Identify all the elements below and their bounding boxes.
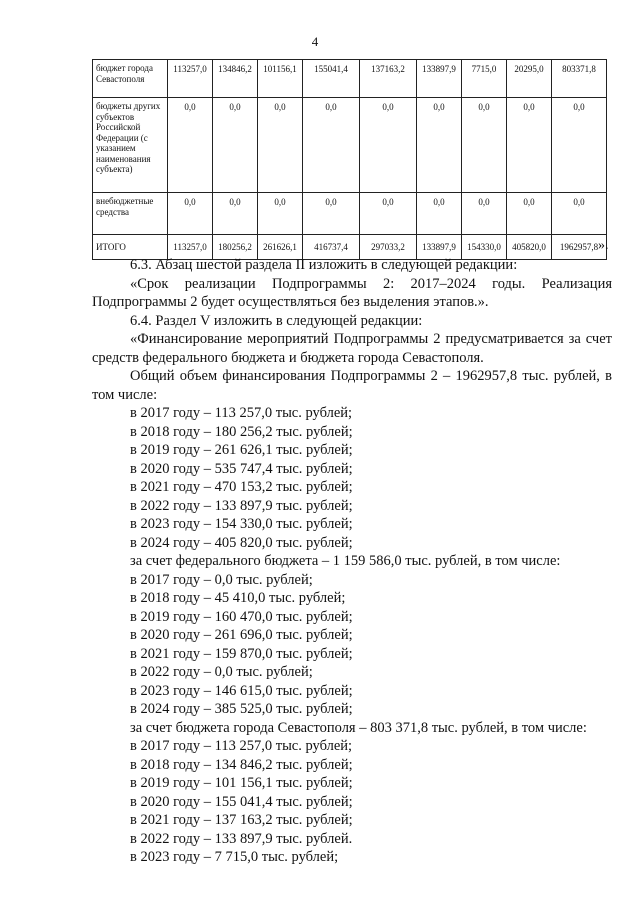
paragraph: 6.3. Абзац шестой раздела II изложить в следующей редакции: xyxy=(130,257,518,273)
list-line: в 2024 году – 385 525,0 тыс. рублей; xyxy=(130,701,353,717)
cell-value: 297033,2 xyxy=(360,235,417,260)
list-line: в 2018 году – 134 846,2 тыс. рублей; xyxy=(130,756,353,773)
cell-value: 0,0 xyxy=(552,193,607,235)
cell-value: 180256,2 xyxy=(213,235,258,260)
list-line: в 2023 году – 146 615,0 тыс. рублей; xyxy=(130,682,353,699)
table-row xyxy=(93,60,607,98)
list-line: в 2019 году – 160 470,0 тыс. рублей; xyxy=(130,608,353,625)
cell-value: 0,0 xyxy=(552,98,607,193)
row-label: внебюджетные средства xyxy=(93,193,168,235)
cell-value: 7715,0 xyxy=(462,60,507,98)
list-line: в 2022 году – 0,0 тыс. рублей; xyxy=(130,664,313,680)
list-line: в 2018 году – 180 256,2 тыс. рублей; xyxy=(130,423,353,440)
paragraph: Общий объем финансирования Подпрограммы 2 – 1962957,8 тыс. рублей, в том числе: xyxy=(92,368,612,403)
table-closing-quote: ». xyxy=(598,238,609,253)
row-label: бюджет города Севастополя xyxy=(93,60,168,98)
cell-value: 134846,2 xyxy=(213,60,258,98)
cell-value: 0,0 xyxy=(360,193,417,235)
cell-value: 0,0 xyxy=(258,193,303,235)
table-row xyxy=(93,98,607,193)
cell-value: 0,0 xyxy=(462,98,507,193)
paragraph: 6.4. Раздел V изложить в следующей редакции: xyxy=(130,312,423,329)
cell-value: 137163,2 xyxy=(360,60,417,98)
list-line: в 2022 году – 133 897,9 тыс. рублей. xyxy=(130,830,353,847)
list-line: за счет федерального бюджета – 1 159 586,0 тыс. рублей, в том числе: xyxy=(130,553,561,569)
paragraph: «Финансирование мероприятий Подпрограммы 2 предусматривается за счет средств федерального бюджета и бюджета города Севастополя. xyxy=(92,331,612,366)
cell-value: 0,0 xyxy=(258,98,303,193)
table-row xyxy=(93,193,607,235)
list-line: в 2020 году – 535 747,4 тыс. рублей; xyxy=(130,460,353,477)
list-line: в 2017 году – 0,0 тыс. рублей; xyxy=(130,571,313,588)
list-line: в 2020 году – 155 041,4 тыс. рублей; xyxy=(130,793,353,810)
cell-value: 0,0 xyxy=(303,98,360,193)
cell-value: 133897,9 xyxy=(417,235,462,260)
list-line: за счет бюджета города Севастополя – 803 371,8 тыс. рублей, в том числе: xyxy=(130,719,587,736)
list-line: в 2017 году – 113 257,0 тыс. рублей; xyxy=(130,405,353,421)
list-line: в 2017 году – 113 257,0 тыс. рублей; xyxy=(130,738,353,754)
list-line: в 2021 году – 159 870,0 тыс. рублей; xyxy=(130,645,353,662)
budget-table xyxy=(92,59,607,260)
cell-value: 405820,0 xyxy=(507,235,552,260)
cell-value: 154330,0 xyxy=(462,235,507,260)
cell-value: 0,0 xyxy=(213,98,258,193)
cell-value: 0,0 xyxy=(462,193,507,235)
cell-value: 113257,0 xyxy=(168,235,213,260)
cell-value: 0,0 xyxy=(168,98,213,193)
list-line: в 2022 году – 133 897,9 тыс. рублей; xyxy=(130,497,353,514)
cell-value: 0,0 xyxy=(507,98,552,193)
row-label: ИТОГО xyxy=(93,235,168,260)
cell-value: 0,0 xyxy=(213,193,258,235)
cell-value: 0,0 xyxy=(360,98,417,193)
list-line: в 2021 году – 137 163,2 тыс. рублей; xyxy=(130,812,353,828)
cell-value: 261626,1 xyxy=(258,235,303,260)
document-body xyxy=(92,256,612,867)
list-line: в 2023 году – 7 715,0 тыс. рублей; xyxy=(130,849,339,865)
cell-value: 155041,4 xyxy=(303,60,360,98)
list-line: в 2024 году – 405 820,0 тыс. рублей; xyxy=(130,534,353,551)
cell-value: 0,0 xyxy=(417,193,462,235)
list-line: в 2021 году – 470 153,2 тыс. рублей; xyxy=(130,479,353,495)
paragraph: «Срок реализации Подпрограммы 2: 2017–2024 годы. Реализация Подпрограммы 2 будет осуществляться без выделения этапов.». xyxy=(92,275,612,310)
list-line: в 2023 году – 154 330,0 тыс. рублей; xyxy=(130,516,353,532)
cell-value: 0,0 xyxy=(417,98,462,193)
cell-value: 101156,1 xyxy=(258,60,303,98)
page-number: 4 xyxy=(311,34,319,49)
list-line: в 2020 году – 261 696,0 тыс. рублей; xyxy=(130,627,353,643)
cell-value: 416737,4 xyxy=(303,235,360,260)
cell-value: 1962957,8 xyxy=(552,235,607,260)
list-line: в 2019 году – 101 156,1 тыс. рублей; xyxy=(130,775,353,791)
cell-value: 0,0 xyxy=(303,193,360,235)
cell-value: 133897,9 xyxy=(417,60,462,98)
cell-value: 0,0 xyxy=(168,193,213,235)
row-label: бюджеты других субъектов Российской Федерации (с указанием наименования субъекта) xyxy=(93,98,168,193)
cell-value: 803371,8 xyxy=(552,60,607,98)
cell-value: 113257,0 xyxy=(168,60,213,98)
list-line: в 2018 году – 45 410,0 тыс. рублей; xyxy=(130,590,346,606)
cell-value: 0,0 xyxy=(507,193,552,235)
list-line: в 2019 году – 261 626,1 тыс. рублей; xyxy=(130,442,353,458)
cell-value: 20295,0 xyxy=(507,60,552,98)
